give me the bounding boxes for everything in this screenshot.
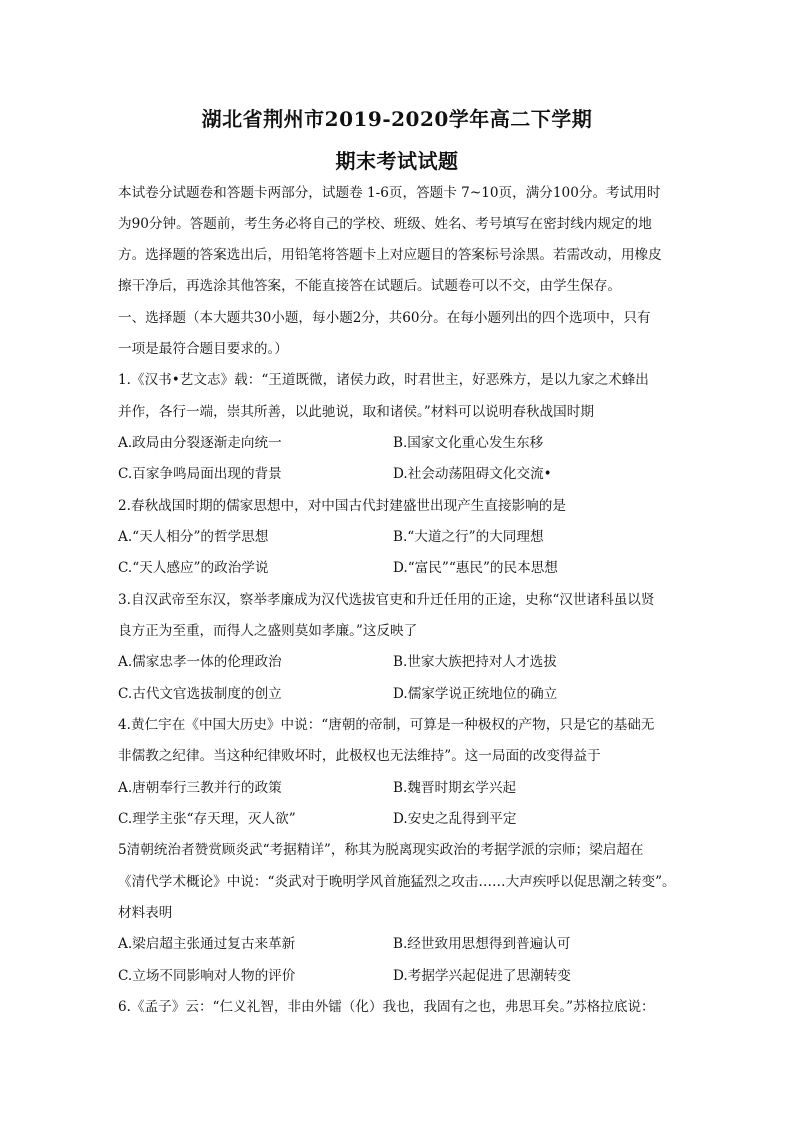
question-stem: 6.《孟子》云：“仁义礼智，非由外镭（化）我也，我固有之也，弗思耳矣。”苏格拉底说： — [118, 999, 655, 1015]
option-b: B.世家大族把持对人才选拔 — [393, 654, 557, 670]
option-d: D.“富民”“惠民”的民本思想 — [393, 560, 558, 576]
option-c: C.立场不同影响对人物的评价 — [118, 968, 296, 984]
option-a: A.政局由分裂逐渐走向统一 — [118, 435, 282, 451]
question-stem: 《清代学术概论》中说：“炎武对于晚明学风首施猛烈之攻击……大声疾呼以促思潮之转变”。 — [118, 874, 676, 890]
exam-title: 湖北省荆州市2019-2020学年高二下学期 — [201, 107, 593, 131]
option-c: C.百家争鸣局面出现的背景 — [118, 466, 282, 482]
question-stem: 1.《汉书•艺文志》载：“王道既微，诸侯力政，时君世主，好恶殊方，是以九家之术蜂出 — [118, 372, 649, 388]
option-a: A.“天人相分”的哲学思想 — [118, 529, 269, 545]
intro-line: 本试卷分试题卷和答题卡两部分，试题卷 1-6页，答题卡 7~10页，满分100分。考试用时 — [118, 185, 661, 201]
question-stem: 并作，各行一端，崇其所善，以此驰说，取和诸侯。”材料可以说明春秋战国时期 — [118, 404, 594, 420]
option-a: A.儒家忠孝一体的伦理政治 — [118, 654, 282, 670]
option-d: D.安史之乱得到平定 — [393, 811, 517, 827]
option-d: D.儒家学说正统地位的确立 — [393, 686, 558, 702]
section-line: 一项是最符合题目要求的。） — [118, 341, 288, 357]
option-b: B.经世致用思想得到普遍认可 — [393, 936, 571, 952]
option-c: C.古代文官选拔制度的创立 — [118, 686, 282, 702]
question-stem: 4.黄仁宇在《中国大历史》中说：“唐朝的帝制，可算是一种极权的产物，只是它的基础无 — [118, 717, 655, 733]
option-b: B.国家文化重心发生东移 — [393, 435, 544, 451]
question-stem: 3.自汉武帝至东汉，察举孝廉成为汉代选拔官吏和升迁任用的正途，史称“汉世诸科虽以贤 — [118, 592, 655, 608]
option-d: D.社会动荡阻碍文化交流• — [393, 466, 552, 482]
question-stem: 5清朝统治者赞赏顾炎武“考据精详”，称其为脱离现实政治的考据学派的宗师；梁启超在 — [118, 842, 644, 858]
exam-subtitle: 期末考试试题 — [335, 149, 459, 173]
option-c: C.“天人感应”的政治学说 — [118, 560, 269, 576]
intro-line: 为90分钟。答题前，考生务必将自己的学校、班级、姓名、考号填写在密封线内规定的地 — [118, 216, 652, 232]
question-stem: 非儒教之纪律。当这种纪律败坏时，此极权也无法维持”。这一局面的改变得益于 — [118, 748, 601, 764]
option-a: A.梁启超主张通过复古来革新 — [118, 936, 296, 952]
option-b: B.“大道之行”的大同理想 — [393, 529, 544, 545]
option-d: D.考据学兴起促进了思潮转变 — [393, 968, 571, 984]
question-stem: 2.春秋战国时期的儒家思想中，对中国古代封建盛世出现产生直接影响的是 — [118, 498, 566, 514]
question-stem: 良方正为至重，而得人之盛则莫如孝廉。”这反映了 — [118, 623, 418, 639]
option-c: C.理学主张“存天理，灭人欲” — [118, 811, 296, 827]
question-stem: 材料表明 — [118, 905, 173, 921]
section-line: 一、选择题（本大题共30小题，每小题2分，共60分。在每小题列出的四个选项中，只有 — [118, 310, 651, 326]
intro-line: 方。选择题的答案选出后，用铅笔将答题卡上对应题目的答案标号涂黑。若需改动，用橡皮 — [118, 247, 662, 263]
option-b: B.魏晋时期玄学兴起 — [393, 780, 517, 796]
option-a: A.唐朝奉行三教并行的政策 — [118, 780, 282, 796]
intro-line: 擦干净后，再选涂其他答案，不能直接答在试题后。试题卷可以不交，由学生保存。 — [118, 278, 621, 294]
